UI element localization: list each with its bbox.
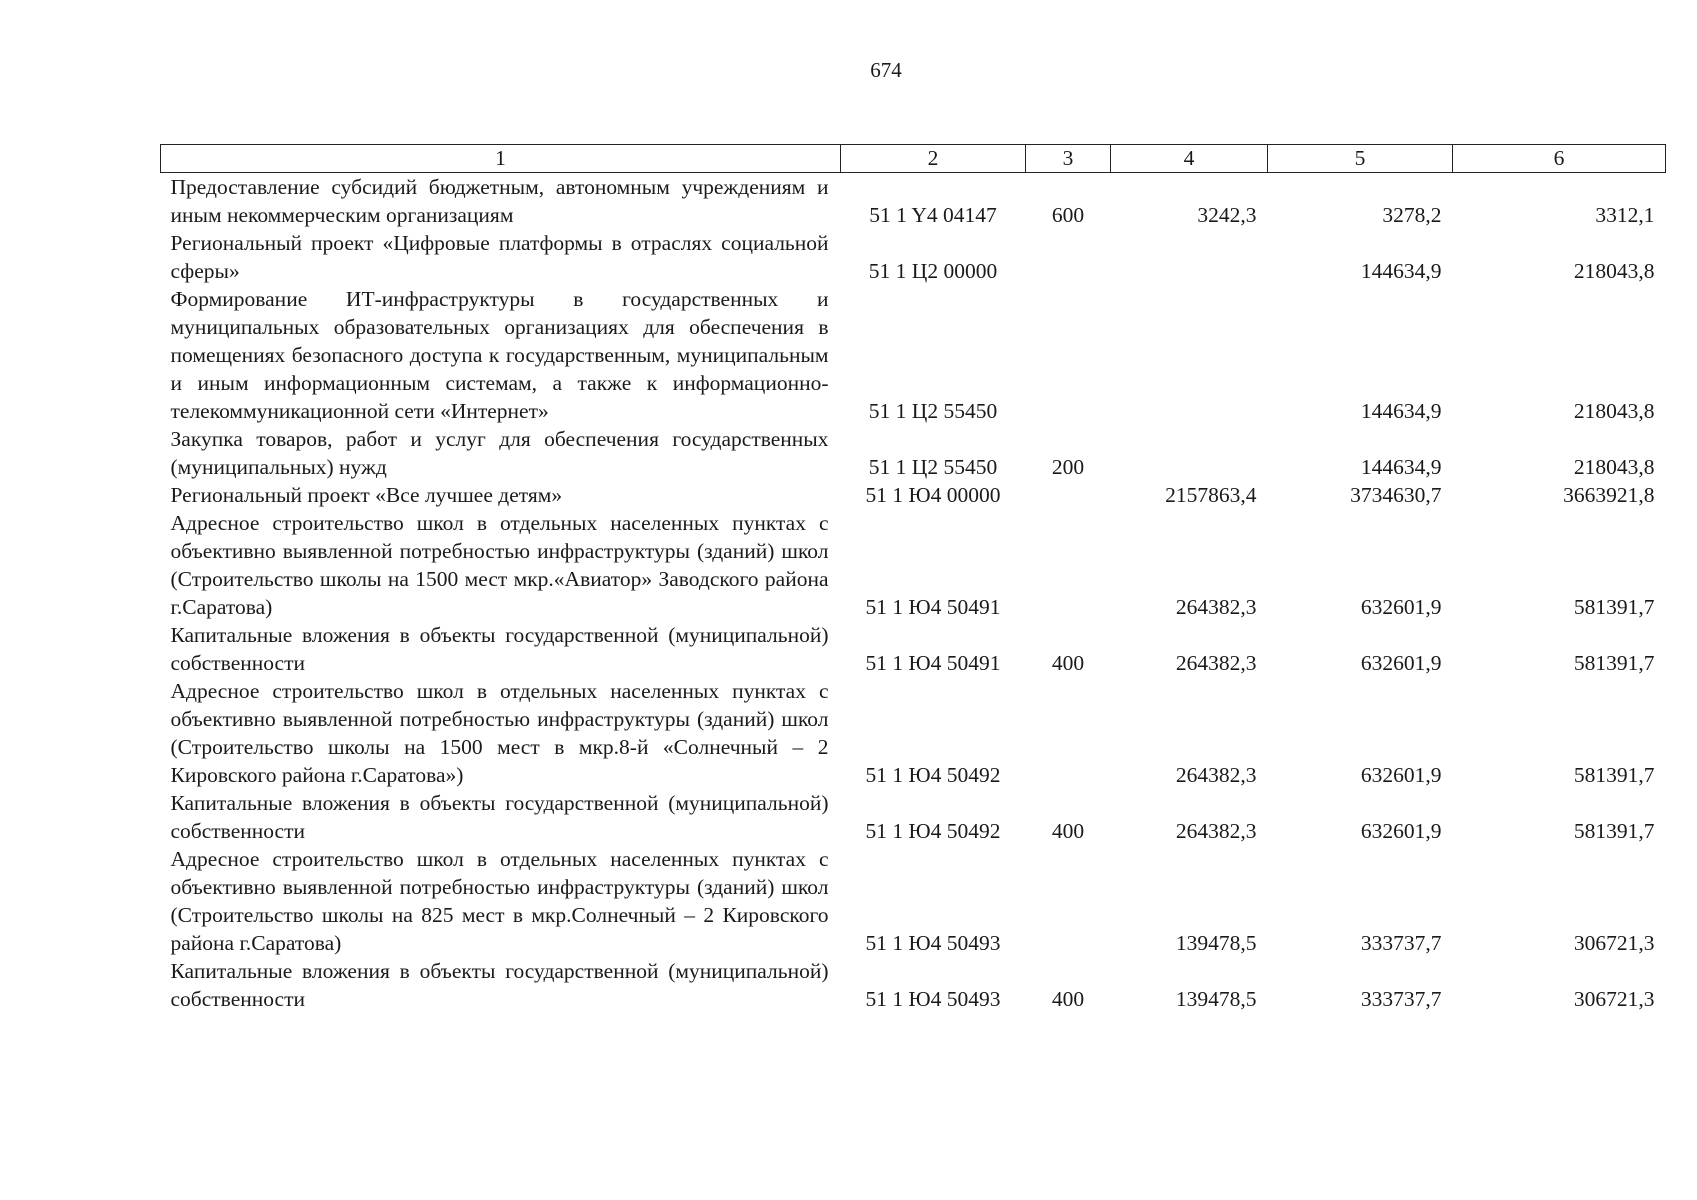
table-row	[161, 285, 1666, 425]
table-row	[161, 173, 1666, 230]
table-header	[161, 145, 1666, 173]
row-name: Адресное строительство школ в отдельных населенных пунктах с объективно выявленной потребностью инфраструктуры (зданий) школ (Строительство школы на 1500 мест мкр.«Авиатор» Заводского района г.Саратова)	[170, 511, 829, 619]
row-code: 51 1 Ю4 50492	[865, 819, 1001, 843]
row-value-col6: 581391,7	[1573, 595, 1655, 619]
row-value-col4: 264382,3	[1175, 763, 1257, 787]
row-value-col6: 218043,8	[1573, 399, 1655, 423]
row-value-col5: 3278,2	[1382, 203, 1442, 227]
row-value-col5: 632601,9	[1360, 819, 1442, 843]
row-value-col6: 3312,1	[1595, 203, 1655, 227]
row-value-col4: 264382,3	[1175, 651, 1257, 675]
row-name: Капитальные вложения в объекты государственной (муниципальной) собственности	[170, 623, 829, 675]
row-expense-type: 400	[1051, 819, 1085, 843]
row-expense-type: 200	[1051, 455, 1085, 479]
header-col-3: 3	[1026, 145, 1111, 173]
row-code: 51 1 Ю4 50491	[865, 595, 1001, 619]
table-row	[161, 509, 1666, 621]
row-value-col5: 632601,9	[1360, 651, 1442, 675]
row-value-col4: 139478,5	[1175, 987, 1257, 1011]
row-code: 51 1 Ю4 50491	[865, 651, 1001, 675]
row-code: 51 1 Ю4 50492	[865, 763, 1001, 787]
row-name: Региональный проект «Цифровые платформы в отраслях социальной сферы»	[170, 231, 829, 283]
header-col-6: 6	[1453, 145, 1666, 173]
header-col-5: 5	[1268, 145, 1453, 173]
row-value-col4: 264382,3	[1175, 595, 1257, 619]
row-value-col5: 333737,7	[1360, 931, 1442, 955]
table-row	[161, 957, 1666, 1013]
row-value-col4	[1111, 285, 1268, 425]
row-code: 51 1 Ц2 00000	[868, 259, 998, 283]
row-code: 51 1 Ю4 50493	[865, 931, 1001, 955]
row-value-col5: 333737,7	[1360, 987, 1442, 1011]
row-expense-type	[1026, 229, 1111, 285]
row-expense-type	[1026, 509, 1111, 621]
row-value-col5: 632601,9	[1360, 763, 1442, 787]
row-value-col5: 144634,9	[1360, 259, 1442, 283]
table-body	[161, 173, 1666, 1014]
row-value-col5: 3734630,7	[1350, 483, 1442, 507]
row-expense-type: 400	[1051, 651, 1085, 675]
row-code: 51 1 Y4 04147	[869, 203, 997, 227]
table-row	[161, 677, 1666, 789]
row-value-col4	[1111, 425, 1268, 481]
row-value-col6: 218043,8	[1573, 259, 1655, 283]
table-row	[161, 425, 1666, 481]
row-value-col4: 3242,3	[1197, 203, 1257, 227]
row-code: 51 1 Ц2 55450	[868, 455, 998, 479]
row-value-col4	[1111, 229, 1268, 285]
row-name: Адресное строительство школ в отдельных населенных пунктах с объективно выявленной потребностью инфраструктуры (зданий) школ (Строительство школы на 825 мест в мкр.Солнечный – 2 Кировского района г.Саратова)	[170, 847, 829, 955]
row-code: 51 1 Ц2 55450	[868, 399, 998, 423]
table-row	[161, 481, 1666, 509]
row-value-col6: 306721,3	[1573, 931, 1655, 955]
row-value-col4: 139478,5	[1175, 931, 1257, 955]
row-value-col6: 306721,3	[1573, 987, 1655, 1011]
row-expense-type	[1026, 677, 1111, 789]
row-name: Региональный проект «Все лучшее детям»	[170, 483, 563, 507]
row-name: Капитальные вложения в объекты государственной (муниципальной) собственности	[170, 959, 829, 1011]
row-value-col5: 144634,9	[1360, 399, 1442, 423]
header-col-4: 4	[1111, 145, 1268, 173]
row-expense-type	[1026, 845, 1111, 957]
table-row	[161, 621, 1666, 677]
table-row	[161, 845, 1666, 957]
row-code: 51 1 Ю4 50493	[865, 987, 1001, 1011]
row-code: 51 1 Ю4 00000	[865, 483, 1001, 507]
page-number: 674	[870, 58, 902, 82]
row-expense-type	[1026, 481, 1111, 509]
row-value-col6: 581391,7	[1573, 651, 1655, 675]
row-name: Предоставление субсидий бюджетным, автономным учреждениям и иным некоммерческим организациям	[170, 175, 829, 227]
row-value-col4: 264382,3	[1175, 819, 1257, 843]
header-col-2: 2	[841, 145, 1026, 173]
budget-table	[160, 144, 1666, 1013]
row-name: Адресное строительство школ в отдельных населенных пунктах с объективно выявленной потребностью инфраструктуры (зданий) школ (Строительство школы на 1500 мест в мкр.8-й «Солнечный – 2 Кировского района г.Саратова»)	[170, 679, 829, 787]
row-value-col6: 581391,7	[1573, 819, 1655, 843]
header-row	[161, 145, 1666, 173]
row-name: Капитальные вложения в объекты государственной (муниципальной) собственности	[170, 791, 829, 843]
row-expense-type	[1026, 285, 1111, 425]
row-value-col6: 581391,7	[1573, 763, 1655, 787]
table-row	[161, 789, 1666, 845]
row-value-col6: 3663921,8	[1563, 483, 1655, 507]
row-value-col5: 144634,9	[1360, 455, 1442, 479]
row-expense-type: 400	[1051, 987, 1085, 1011]
table-row	[161, 229, 1666, 285]
row-value-col5: 632601,9	[1360, 595, 1442, 619]
row-value-col6: 218043,8	[1573, 455, 1655, 479]
row-expense-type: 600	[1051, 203, 1085, 227]
row-name: Формирование ИТ-инфраструктуры в государственных и муниципальных образовательных организациях для обеспечения в помещениях безопасного доступа к государственным, муниципальным и иным информационным системам, а также к информационно-телекоммуникационной сети «Интернет»	[170, 287, 829, 423]
header-col-1: 1	[161, 145, 841, 173]
row-name: Закупка товаров, работ и услуг для обеспечения государственных (муниципальных) нужд	[170, 427, 829, 479]
row-value-col4: 2157863,4	[1165, 483, 1257, 507]
